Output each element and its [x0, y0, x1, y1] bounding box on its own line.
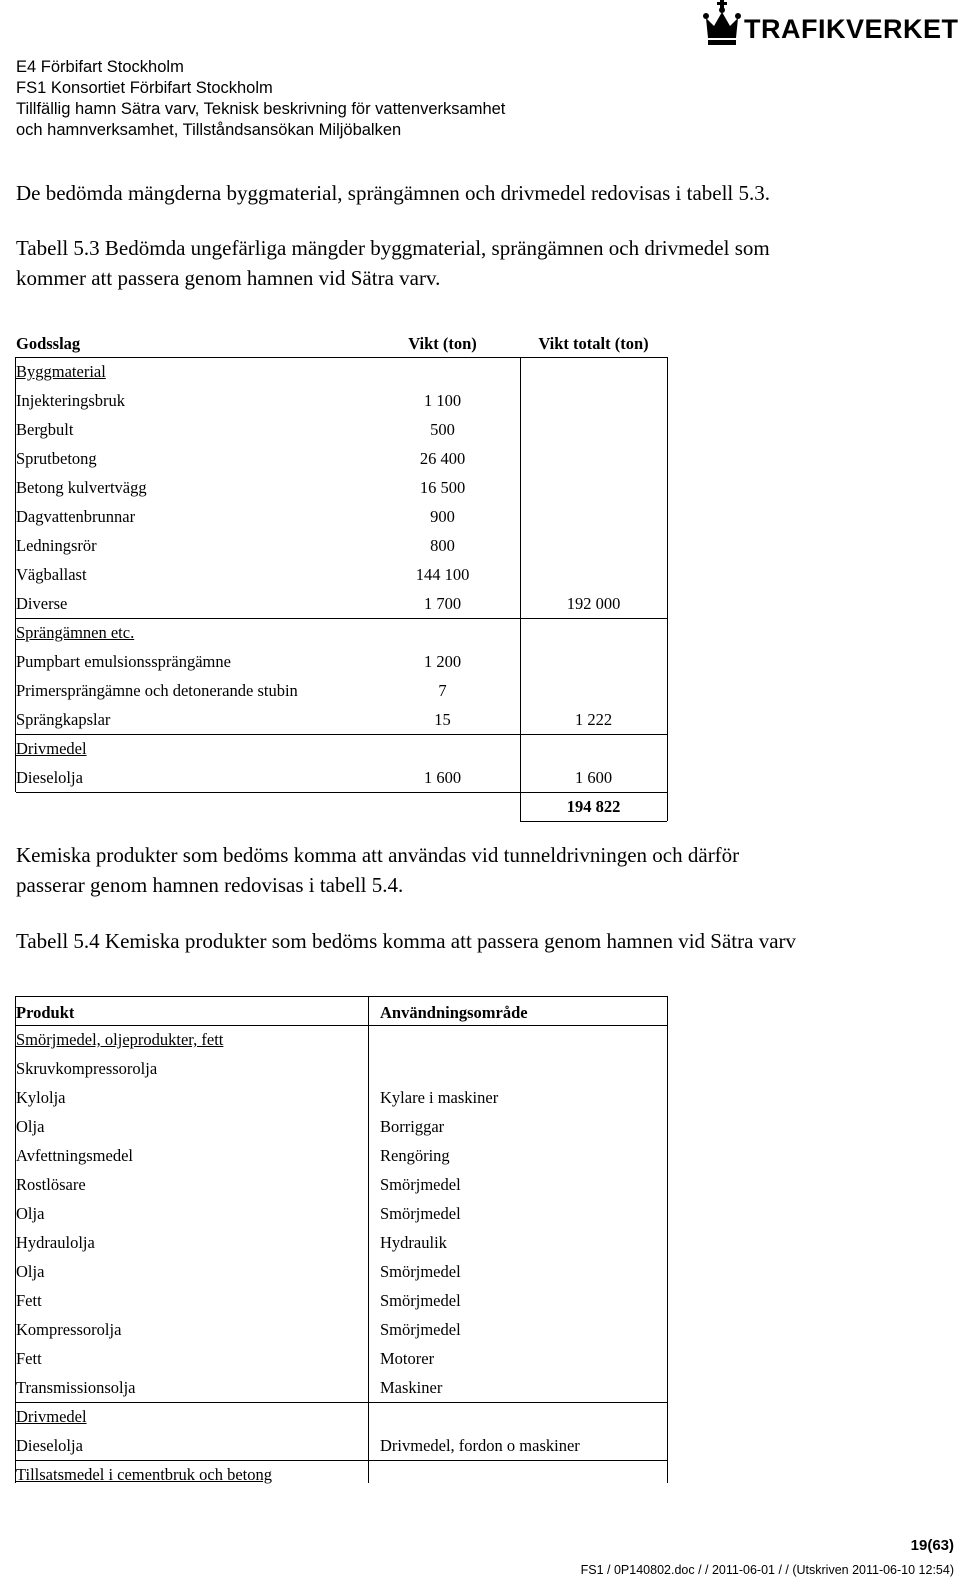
table53-section-rule [16, 618, 667, 619]
table53-header-vikt: Vikt (ton) [408, 334, 477, 353]
table-row-use: Maskiner [380, 1378, 443, 1397]
table53-header-vikt-totalt: Vikt totalt (ton) [538, 334, 649, 353]
chemicals-paragraph-line1: Kemiska produkter som bedöms komma att användas vid tunneldrivningen och därför [16, 843, 740, 867]
page-number: 19(63) [910, 1537, 954, 1554]
table-row-product: Drivmedel [16, 1407, 87, 1426]
table-row-product: Kylolja [16, 1088, 66, 1107]
table54-top-rule [15, 996, 667, 997]
table-row-product: Fett [16, 1291, 42, 1310]
table-row-name: Diverse [16, 594, 68, 613]
header-project: E4 Förbifart Stockholm [16, 58, 184, 76]
table-row-weight: 1 100 [423, 391, 462, 410]
table54-left-rule [15, 996, 16, 1483]
table-row-product: Olja [16, 1262, 45, 1281]
table-row-use: Hydraulik [380, 1233, 447, 1252]
table-row-name: Dagvattenbrunnar [16, 507, 136, 526]
logo-text: TRAFIKVERKET [744, 14, 959, 44]
table54-caption: Tabell 5.4 Kemiska produkter som bedöms komma att passera genom hamnen vid Sätra varv [16, 929, 797, 953]
table-row-name: Ledningsrör [16, 536, 97, 555]
intro-paragraph: De bedömda mängderna byggmaterial, sprängämnen och drivmedel redovisas i tabell 5.3. [16, 181, 771, 205]
table-row-product: Dieselolja [16, 1436, 83, 1455]
table-row-weight: 15 [434, 710, 451, 729]
header-subtitle: och hamnverksamhet, Tillståndsansökan Miljöbalken [16, 121, 402, 139]
table-row-product: Kompressorolja [16, 1320, 122, 1339]
table54-section-rule [15, 1460, 667, 1461]
table-row-name: Injekteringsbruk [16, 391, 126, 410]
table53-grand-total: 194 822 [566, 797, 621, 816]
table-row-total: 1 222 [574, 710, 613, 729]
table-row-name: Byggmaterial [16, 362, 106, 381]
table-row-name: Bergbult [16, 420, 74, 439]
table-row-product: Olja [16, 1117, 45, 1136]
table-row-name: Vägballast [16, 565, 87, 584]
table-row-name: Dieselolja [16, 768, 83, 787]
table-row-use: Smörjmedel [380, 1320, 461, 1339]
table53-caption-line1: Tabell 5.3 Bedömda ungefärliga mängder byggmaterial, sprängämnen och drivmedel som [16, 236, 770, 260]
table53-section-rule [16, 357, 667, 358]
table-row-weight: 1 200 [423, 652, 462, 671]
table-row-product: Hydraulolja [16, 1233, 95, 1252]
table-row-product: Avfettningsmedel [16, 1146, 133, 1165]
header-title: Tillfällig hamn Sätra varv, Teknisk beskrivning för vattenverksamhet [16, 100, 506, 118]
table-row-weight: 800 [430, 536, 455, 555]
table-row-weight: 1 700 [423, 594, 462, 613]
table-row-total: 1 600 [574, 768, 613, 787]
table-row-product: Fett [16, 1349, 42, 1368]
table-row-product: Skruvkompressorolja [16, 1059, 158, 1078]
table54-right-rule [667, 996, 668, 1483]
table53-caption-line2: kommer att passera genom hamnen vid Sätra varv. [16, 266, 441, 290]
table-row-name: Sprängkapslar [16, 710, 111, 729]
table54-header-produkt: Produkt [16, 1003, 75, 1022]
table53-left-rule [15, 357, 16, 792]
trafikverket-logo [702, 0, 958, 52]
table54-section-rule [15, 1402, 667, 1403]
table-row-name: Sprutbetong [16, 449, 97, 468]
table-row-weight: 16 500 [419, 478, 466, 497]
table-row-name: Primersprängämne och detonerande stubin [16, 681, 298, 700]
table53-section-rule [16, 734, 667, 735]
table-row-weight: 1 600 [423, 768, 462, 787]
table-row-product: Smörjmedel, oljeprodukter, fett [16, 1030, 224, 1049]
table-row-use: Borriggar [380, 1117, 445, 1136]
table54-mid-rule [368, 996, 369, 1483]
table-row-name: Drivmedel [16, 739, 87, 758]
table-row-weight: 500 [430, 420, 455, 439]
table54-header-rule [15, 1025, 667, 1026]
table-row-name: Betong kulvertvägg [16, 478, 147, 497]
table-row-product: Transmissionsolja [16, 1378, 136, 1397]
table-row-weight: 26 400 [419, 449, 466, 468]
table-row-product: Tillsatsmedel i cementbruk och betong [16, 1465, 273, 1484]
table-row-use: Drivmedel, fordon o maskiner [380, 1436, 580, 1455]
table-row-name: Pumpbart emulsionssprängämne [16, 652, 231, 671]
header-consortium: FS1 Konsortiet Förbifart Stockholm [16, 79, 273, 97]
table-row-use: Smörjmedel [380, 1262, 461, 1281]
document-reference: FS1 / 0P140802.doc / / 2011-06-01 / / (Utskriven 2011-06-10 12:54) [580, 1563, 954, 1577]
table53-right-rule [667, 357, 668, 821]
table-row-total: 192 000 [566, 594, 621, 613]
table-row-use: Smörjmedel [380, 1204, 461, 1223]
table53-header-godsslag: Godsslag [16, 334, 81, 353]
table53-bottom-rule [16, 792, 667, 793]
table53-mid-rule [520, 357, 521, 821]
table-row-product: Olja [16, 1204, 45, 1223]
table-row-use: Motorer [380, 1349, 435, 1368]
table-row-use: Smörjmedel [380, 1175, 461, 1194]
document-header [16, 57, 505, 141]
table-row-use: Smörjmedel [380, 1291, 461, 1310]
table-row-name: Sprängämnen etc. [16, 623, 135, 642]
table53-grand-total-rule [520, 821, 667, 822]
table-row-use: Kylare i maskiner [380, 1088, 499, 1107]
table-row-weight: 900 [430, 507, 455, 526]
table-row-weight: 144 100 [415, 565, 470, 584]
table-row-weight: 7 [438, 681, 447, 700]
table-row-product: Rostlösare [16, 1175, 86, 1194]
table-row-use: Rengöring [380, 1146, 450, 1165]
table54-header-anvandning: Användningsområde [380, 1003, 528, 1022]
chemicals-paragraph-line2: passerar genom hamnen redovisas i tabell 5.4. [16, 873, 404, 897]
crown-icon [702, 0, 742, 52]
